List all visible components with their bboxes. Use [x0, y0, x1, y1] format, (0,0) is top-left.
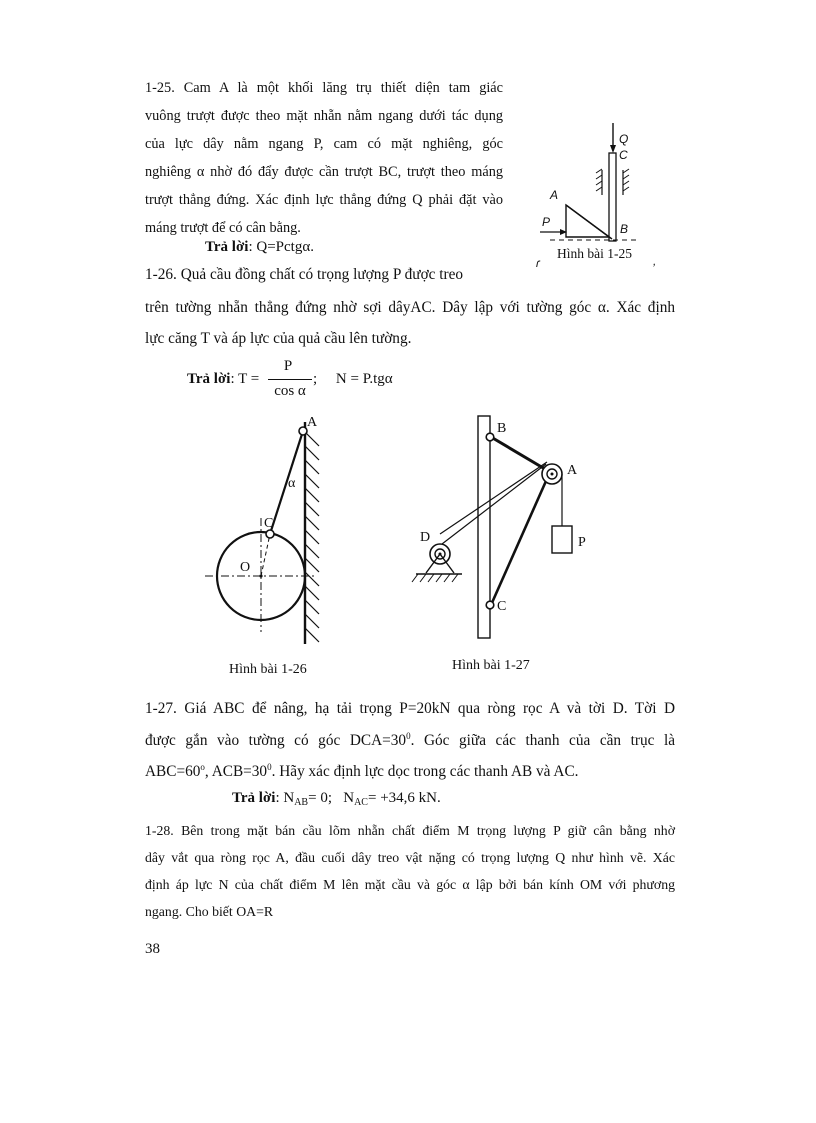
fig127-label-p: P — [578, 535, 586, 550]
fraction-bar — [268, 379, 312, 380]
fig126-label-o: O — [240, 560, 251, 575]
p127-ans-a: : N — [275, 790, 295, 806]
fig127-label-d: D — [420, 530, 431, 545]
p128-line-1: 1-28. Bên trong mặt bán cầu lõm nhẵn chất điểm M trọng lượng P giữ cân bằng nhờ — [145, 823, 675, 838]
p126-frac-den: cos α — [274, 383, 306, 399]
p128-line-3: định áp lực N của chất điểm M lên mặt cầu và góc α lập bởi bán kính OM với phương — [145, 877, 675, 892]
fig126-label-alpha: α — [288, 476, 296, 491]
p125-answer-label: Trả lời — [205, 239, 249, 255]
fig125-label-c: C — [619, 148, 628, 162]
p127-line-3-sup2: 0 — [267, 762, 272, 772]
p125-line-5: trượt thẳng đứng. Xác định lực thẳng đứng Q phải đặt vào — [145, 192, 503, 208]
svg-text:ɾ: ɾ — [536, 256, 540, 270]
p125-line-3: của lực dây nằm ngang P, cam có mặt nghiêng, góc — [145, 136, 503, 152]
fig126-caption: Hình bài 1-26 — [229, 662, 307, 677]
p127-ans-c: = +34,6 kN. — [367, 790, 441, 806]
figure-1-27 — [400, 410, 600, 650]
fig127-label-b: B — [497, 421, 507, 436]
p128-line-4: ngang. Cho biết OA=R — [145, 904, 274, 919]
p127-line-3 — [145, 762, 579, 781]
p125-line-4: nghiêng α nhờ đó đẩy được cần trượt BC, trượt theo máng — [145, 164, 503, 180]
fig125-label-a: A — [550, 188, 559, 202]
p128-line-2: dây vắt qua ròng rọc A, đầu cuối dây treo vật nặng có trọng lượng Q như hình vẽ. Xác — [145, 850, 675, 865]
p127-line-3-c: . Hãy xác định lực dọc trong các thanh AB và AC. — [271, 763, 579, 780]
p127-ans-sub1: AB — [294, 797, 309, 808]
p127-line-2-sup: 0 — [406, 731, 411, 741]
p125-line-1: 1-25. Cam A là một khối lăng trụ thiết diện tam giác — [145, 80, 503, 96]
p126-answer-suffix: ; N = P.tgα — [313, 371, 393, 387]
p127-answer — [232, 790, 441, 808]
figure-1-26 — [195, 410, 355, 650]
p127-line-2-b: . Góc giữa các thanh của cần trục là — [410, 732, 676, 749]
fig125-label-b: B — [620, 222, 629, 236]
p126-line-1: 1-26. Quả cầu đồng chất có trọng lượng P được treo — [145, 266, 464, 283]
p125-answer-text: : Q=Pctgα. — [248, 239, 314, 255]
fig125-caption: Hình bài 1-25 — [557, 246, 632, 261]
fig126-label-c: C — [264, 516, 274, 531]
fig127-label-c: C — [497, 599, 507, 614]
fig127-label-a: A — [567, 463, 578, 478]
p126-answer — [187, 371, 259, 388]
p125-line-2: vuông trượt được theo mặt nhẵn nằm ngang dưới tác dụng — [145, 108, 503, 124]
svg-text:,: , — [653, 254, 657, 268]
p125-answer — [205, 239, 314, 256]
p126-line-2: trên tường nhẵn thẳng đứng nhờ sợi dâyAC. Dây lập với tường góc α. Xác định — [145, 299, 675, 316]
p127-line-1: 1-27. Giá ABC để nâng, hạ tải trọng P=20kN qua ròng rọc A và tời D. Tời D — [145, 700, 675, 717]
p127-answer-label: Trả lời — [232, 790, 276, 806]
p127-line-2-a: được gắn vào tường có góc DCA=30 — [145, 732, 407, 749]
p127-line-2 — [145, 731, 675, 750]
p127-ans-sub2: AC — [354, 797, 368, 808]
p126-answer-prefix: : T = — [230, 371, 260, 387]
fig126-label-a: A — [307, 415, 318, 430]
fig127-caption: Hình bài 1-27 — [452, 658, 530, 673]
p127-line-3-sup1: o — [200, 762, 205, 772]
fig125-label-q: Q — [619, 132, 629, 146]
p127-ans-b: = 0; N — [308, 790, 355, 806]
p126-line-3: lực căng T và áp lực của quả cầu lên tường. — [145, 330, 412, 347]
p127-line-3-b: , ACB=30 — [204, 763, 268, 780]
p126-frac-num: P — [283, 358, 293, 374]
fig125-label-p: P — [542, 215, 551, 229]
p126-answer-label: Trả lời — [187, 371, 231, 387]
p127-line-3-a: ABC=60 — [145, 763, 201, 780]
page-number: 38 — [145, 941, 160, 957]
p125-line-6: máng trượt để có cân bằng. — [145, 220, 301, 236]
